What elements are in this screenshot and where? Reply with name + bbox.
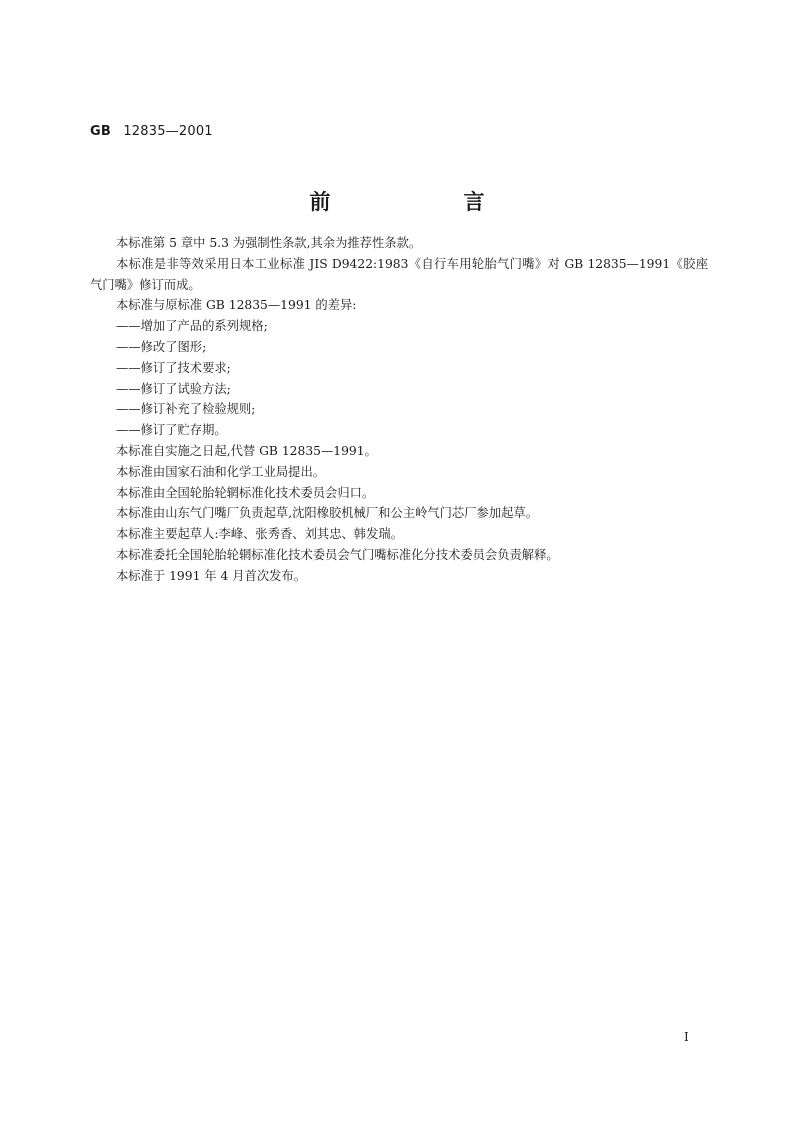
paragraph-proposer: 本标准由国家石油和化学工业局提出。 [116,464,326,479]
list-item-difference: ——增加了产品的系列规格; [116,319,268,334]
paragraph-first-release: 本标准于 1991 年 4 月首次发布。 [116,568,307,583]
paragraph-drafters: 本标准主要起草人:李峰、张秀香、刘其忠、韩发瑞。 [116,527,403,542]
list-item-difference: ——修订了技术要求; [116,360,231,375]
paragraph-adoption: 本标准是非等效采用日本工业标准 JIS D9422:1983《自行车用轮胎气门嘴》对 GB 12835—1991《胶座气门嘴》修订而成。 [90,256,708,292]
list-item-difference: ——修订了试验方法; [116,381,231,396]
page-number: I [684,1030,689,1044]
standard-prefix: GB [90,124,111,139]
list-item-difference: ——修改了图形; [116,339,207,354]
list-item-difference: ——修订了贮存期。 [116,423,227,438]
paragraph-mandatory-clause: 本标准第 5 章中 5.3 为强制性条款,其余为推荐性条款。 [116,236,422,250]
standard-number: 12835—2001 [123,124,213,139]
paragraph-replacement: 本标准自实施之日起,代替 GB 12835—1991。 [116,443,377,458]
foreword-body [90,233,708,587]
standard-code [90,124,213,139]
paragraph-interpretation: 本标准委托全国轮胎轮辋标准化技术委员会气门嘴标准化分技术委员会负责解释。 [116,547,559,562]
page-title: 前 言 [309,190,541,214]
paragraph-differences-intro: 本标准与原标准 GB 12835—1991 的差异: [116,298,357,313]
paragraph-drafting-units: 本标准由山东气门嘴厂负责起草,沈阳橡胶机械厂和公主岭气门芯厂参加起草。 [116,506,539,521]
list-item-difference: ——修订补充了检验规则; [116,402,256,417]
paragraph-administration: 本标准由全国轮胎轮辋标准化技术委员会归口。 [116,485,375,500]
